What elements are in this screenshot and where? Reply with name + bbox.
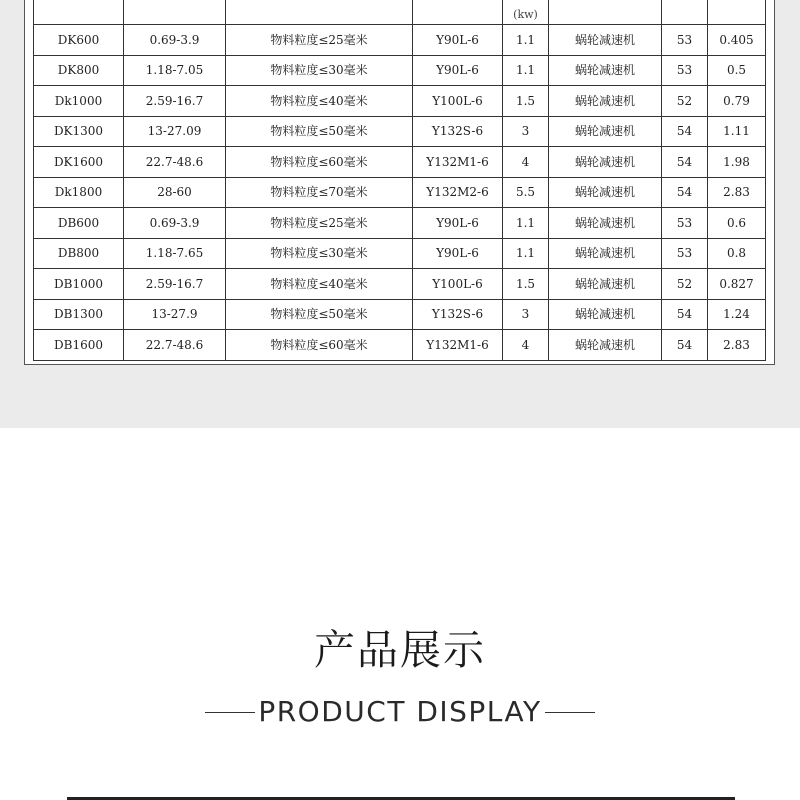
section-title-en: PRODUCT DISPLAY [258, 695, 542, 728]
power-unit-label: (kw) [503, 0, 549, 25]
power-cell: 1.5 [503, 86, 549, 117]
speed-cell: 53 [662, 25, 708, 56]
capacity-cell: 2.59-16.7 [124, 269, 226, 300]
motor-model-cell: Y90L-6 [413, 55, 503, 86]
weight-cell: 0.827 [708, 269, 766, 300]
particle-size-cell: 物料粒度≤50毫米 [226, 116, 413, 147]
weight-cell: 0.5 [708, 55, 766, 86]
model-cell: Dk1000 [34, 86, 124, 117]
model-cell: DB600 [34, 208, 124, 239]
particle-size-cell: 物料粒度≤30毫米 [226, 55, 413, 86]
motor-model-cell: Y132M1-6 [413, 147, 503, 178]
model-cell: DK1600 [34, 147, 124, 178]
power-cell: 4 [503, 330, 549, 361]
section-title-cn: 产品展示 [314, 626, 486, 674]
particle-size-cell: 物料粒度≤70毫米 [226, 177, 413, 208]
motor-model-cell: Y100L-6 [413, 269, 503, 300]
speed-cell: 54 [662, 116, 708, 147]
reducer-cell: 蜗轮减速机 [549, 147, 662, 178]
table-header-row [34, 0, 766, 25]
model-cell: DK800 [34, 55, 124, 86]
weight-cell: 0.6 [708, 208, 766, 239]
motor-model-cell: Y132M2-6 [413, 177, 503, 208]
speed-cell: 54 [662, 330, 708, 361]
speed-cell: 53 [662, 208, 708, 239]
model-cell: DK1300 [34, 116, 124, 147]
motor-model-cell: Y90L-6 [413, 208, 503, 239]
capacity-cell: 2.59-16.7 [124, 86, 226, 117]
capacity-cell: 22.7-48.6 [124, 147, 226, 178]
speed-cell: 53 [662, 55, 708, 86]
header-cell [34, 0, 124, 25]
motor-model-cell: Y132S-6 [413, 116, 503, 147]
reducer-cell: 蜗轮减速机 [549, 116, 662, 147]
table-row [34, 299, 766, 330]
subtitle-right-rule [545, 712, 595, 713]
particle-size-cell: 物料粒度≤60毫米 [226, 330, 413, 361]
particle-size-cell: 物料粒度≤40毫米 [226, 269, 413, 300]
model-cell: DB800 [34, 238, 124, 269]
capacity-cell: 13-27.9 [124, 299, 226, 330]
header-cell [413, 0, 503, 25]
weight-cell: 2.83 [708, 177, 766, 208]
header-cell [226, 0, 413, 25]
reducer-cell: 蜗轮减速机 [549, 238, 662, 269]
table-row [34, 55, 766, 86]
table-row [34, 330, 766, 361]
motor-model-cell: Y132S-6 [413, 299, 503, 330]
weight-cell: 0.405 [708, 25, 766, 56]
power-cell: 1.1 [503, 55, 549, 86]
speed-cell: 53 [662, 238, 708, 269]
power-cell: 1.5 [503, 269, 549, 300]
spec-table [33, 0, 766, 361]
speed-cell: 54 [662, 299, 708, 330]
motor-model-cell: Y90L-6 [413, 238, 503, 269]
particle-size-cell: 物料粒度≤25毫米 [226, 25, 413, 56]
table-row [34, 269, 766, 300]
reducer-cell: 蜗轮减速机 [549, 25, 662, 56]
model-cell: DB1600 [34, 330, 124, 361]
header-cell [708, 0, 766, 25]
particle-size-cell: 物料粒度≤30毫米 [226, 238, 413, 269]
capacity-cell: 1.18-7.05 [124, 55, 226, 86]
capacity-cell: 0.69-3.9 [124, 208, 226, 239]
subtitle-left-rule [205, 712, 255, 713]
particle-size-cell: 物料粒度≤60毫米 [226, 147, 413, 178]
particle-size-cell: 物料粒度≤40毫米 [226, 86, 413, 117]
power-cell: 1.1 [503, 208, 549, 239]
particle-size-cell: 物料粒度≤25毫米 [226, 208, 413, 239]
reducer-cell: 蜗轮减速机 [549, 86, 662, 117]
reducer-cell: 蜗轮减速机 [549, 177, 662, 208]
table-row [34, 86, 766, 117]
model-cell: DK600 [34, 25, 124, 56]
motor-model-cell: Y90L-6 [413, 25, 503, 56]
capacity-cell: 22.7-48.6 [124, 330, 226, 361]
power-cell: 3 [503, 116, 549, 147]
motor-model-cell: Y132M1-6 [413, 330, 503, 361]
model-cell: Dk1800 [34, 177, 124, 208]
header-cell [662, 0, 708, 25]
reducer-cell: 蜗轮减速机 [549, 330, 662, 361]
power-cell: 5.5 [503, 177, 549, 208]
table-row [34, 25, 766, 56]
speed-cell: 54 [662, 147, 708, 178]
power-cell: 1.1 [503, 25, 549, 56]
particle-size-cell: 物料粒度≤50毫米 [226, 299, 413, 330]
weight-cell: 0.8 [708, 238, 766, 269]
weight-cell: 1.98 [708, 147, 766, 178]
table-row [34, 177, 766, 208]
table-row [34, 147, 766, 178]
table-row [34, 208, 766, 239]
speed-cell: 52 [662, 86, 708, 117]
speed-cell: 54 [662, 177, 708, 208]
table-row [34, 116, 766, 147]
header-cell [124, 0, 226, 25]
reducer-cell: 蜗轮减速机 [549, 55, 662, 86]
table-row [34, 238, 766, 269]
power-cell: 4 [503, 147, 549, 178]
capacity-cell: 13-27.09 [124, 116, 226, 147]
model-cell: DB1000 [34, 269, 124, 300]
capacity-cell: 0.69-3.9 [124, 25, 226, 56]
motor-model-cell: Y100L-6 [413, 86, 503, 117]
reducer-cell: 蜗轮减速机 [549, 299, 662, 330]
header-cell [549, 0, 662, 25]
speed-cell: 52 [662, 269, 708, 300]
weight-cell: 2.83 [708, 330, 766, 361]
weight-cell: 1.11 [708, 116, 766, 147]
section-subtitle [0, 692, 800, 732]
capacity-cell: 1.18-7.65 [124, 238, 226, 269]
weight-cell: 1.24 [708, 299, 766, 330]
weight-cell: 0.79 [708, 86, 766, 117]
power-cell: 1.1 [503, 238, 549, 269]
reducer-cell: 蜗轮减速机 [549, 269, 662, 300]
capacity-cell: 28-60 [124, 177, 226, 208]
power-cell: 3 [503, 299, 549, 330]
model-cell: DB1300 [34, 299, 124, 330]
reducer-cell: 蜗轮减速机 [549, 208, 662, 239]
